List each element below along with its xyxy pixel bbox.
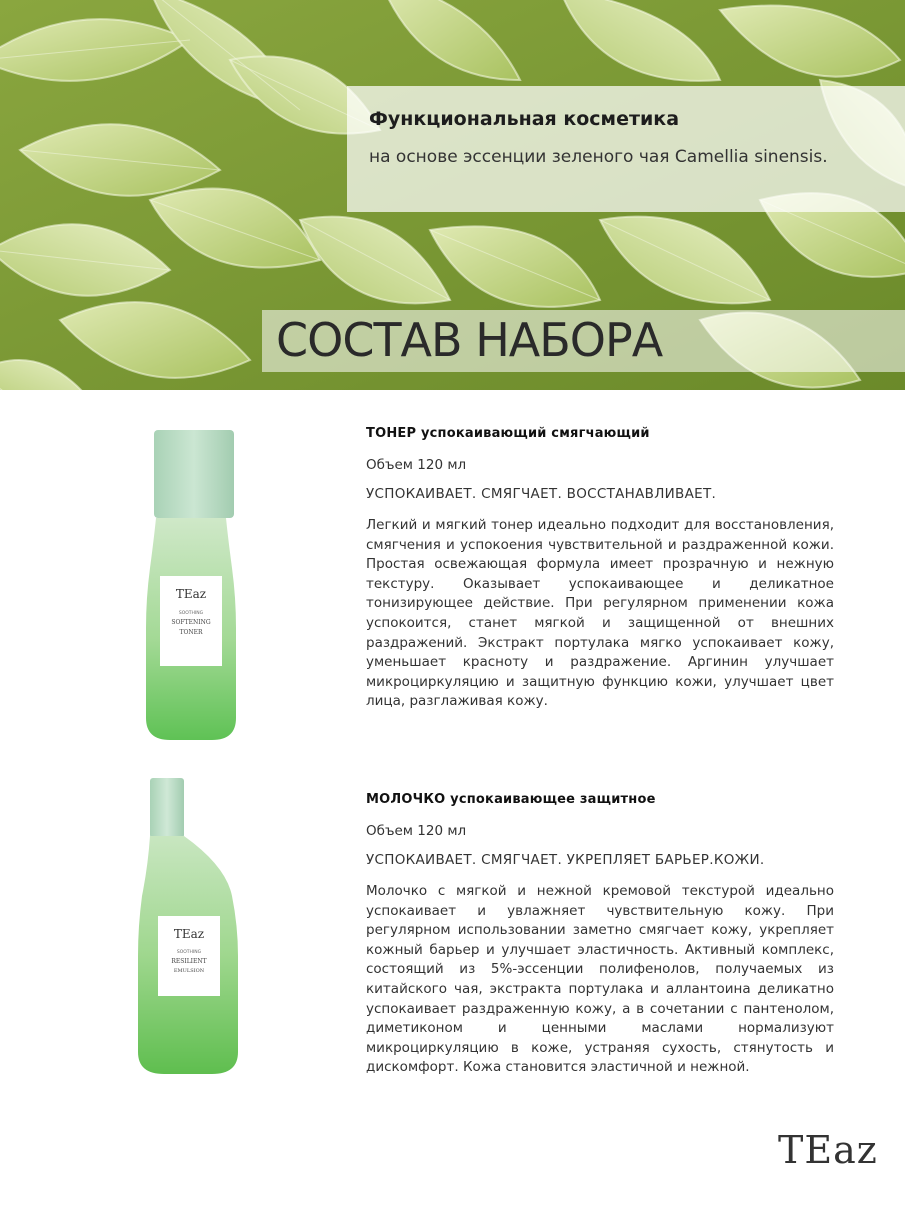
section-title: СОСТАВ НАБОРА <box>276 313 663 367</box>
product-name-sub: успокаивающее защитное <box>450 792 656 807</box>
product-name: МОЛОЧКО <box>366 792 446 807</box>
product-volume: Объем 120 мл <box>366 457 467 473</box>
product-title <box>366 426 834 441</box>
intro-box <box>347 86 905 212</box>
hero-banner <box>0 0 905 390</box>
product-name-sub: успокаивающий смягчающий <box>420 426 650 441</box>
product-name: ТОНЕР <box>366 426 417 441</box>
emulsion-bottle-image <box>136 776 246 1076</box>
svg-text:SOOTHING: SOOTHING <box>176 950 202 955</box>
product-emulsion <box>0 770 905 1110</box>
product-description: Легкий и мягкий тонер идеально подходит для восстановления, смягчения и успокоения чувствительной и раздраженной кожи. Простая освежающая формула имеет прозрачную и нежную текстуру. Оказывает успокаивающее и деликатное тонизирующее действие. При регулярном применении кожа успокоится, станет мягкой и защищенной от внешних раздражений. Экстракт портулака мягко успокаивает кожу, уменьшает красноту и раздражение. Аргинин улучшает микроциркуляцию и защитную функцию кожи, улучшает цвет лица, разглаживая кожу. <box>366 517 834 710</box>
product-description: Молочко с мягкой и нежной кремовой текстурой идеально успокаивает и увлажняет чувствительную кожу. При регулярном использовании заметно смягчает кожу, укрепляет кожный барьер и улучшает эластичность. Активный комплекс, состоящий из 5%-эссенции полифенолов, получаемых из китайского чая, экстракта портулака и аллантоина деликатно успокаивает раздраженную кожу, а в сочетании с пантенолом, диметиконом и ценными маслами нормализуют микроциркуляцию в коже, устраняя сухость, стянутость и дискомфорт. Кожа становится эластичной и нежной. <box>366 883 834 1076</box>
emulsion-info <box>366 792 834 1078</box>
toner-info <box>366 426 834 712</box>
product-tagline: УСПОКАИВАЕТ. СМЯГЧАЕТ. ВОССТАНАВЛИВАЕТ. <box>366 486 717 502</box>
svg-text:SOOTHING: SOOTHING <box>178 611 204 616</box>
product-toner <box>0 420 905 750</box>
product-volume: Объем 120 мл <box>366 823 467 839</box>
product-title <box>366 792 834 807</box>
intro-subtitle: на основе эссенции зеленого чая Camellia sinensis. <box>369 147 828 167</box>
toner-label-brand: TEaz <box>175 587 207 601</box>
svg-text:EMULSION: EMULSION <box>173 968 205 974</box>
emulsion-label-brand: TEaz <box>173 927 205 941</box>
toner-bottle-image <box>140 428 240 748</box>
intro-title: Функциональная косметика <box>369 108 680 130</box>
svg-text:SOFTENING: SOFTENING <box>171 619 211 626</box>
svg-text:RESILIENT: RESILIENT <box>171 958 207 965</box>
svg-text:TONER: TONER <box>179 629 203 636</box>
product-tagline: УСПОКАИВАЕТ. СМЯГЧАЕТ. УКРЕПЛЯЕТ БАРЬЕР.КОЖИ. <box>366 852 765 868</box>
brand-logo: TEaz <box>778 1128 878 1172</box>
